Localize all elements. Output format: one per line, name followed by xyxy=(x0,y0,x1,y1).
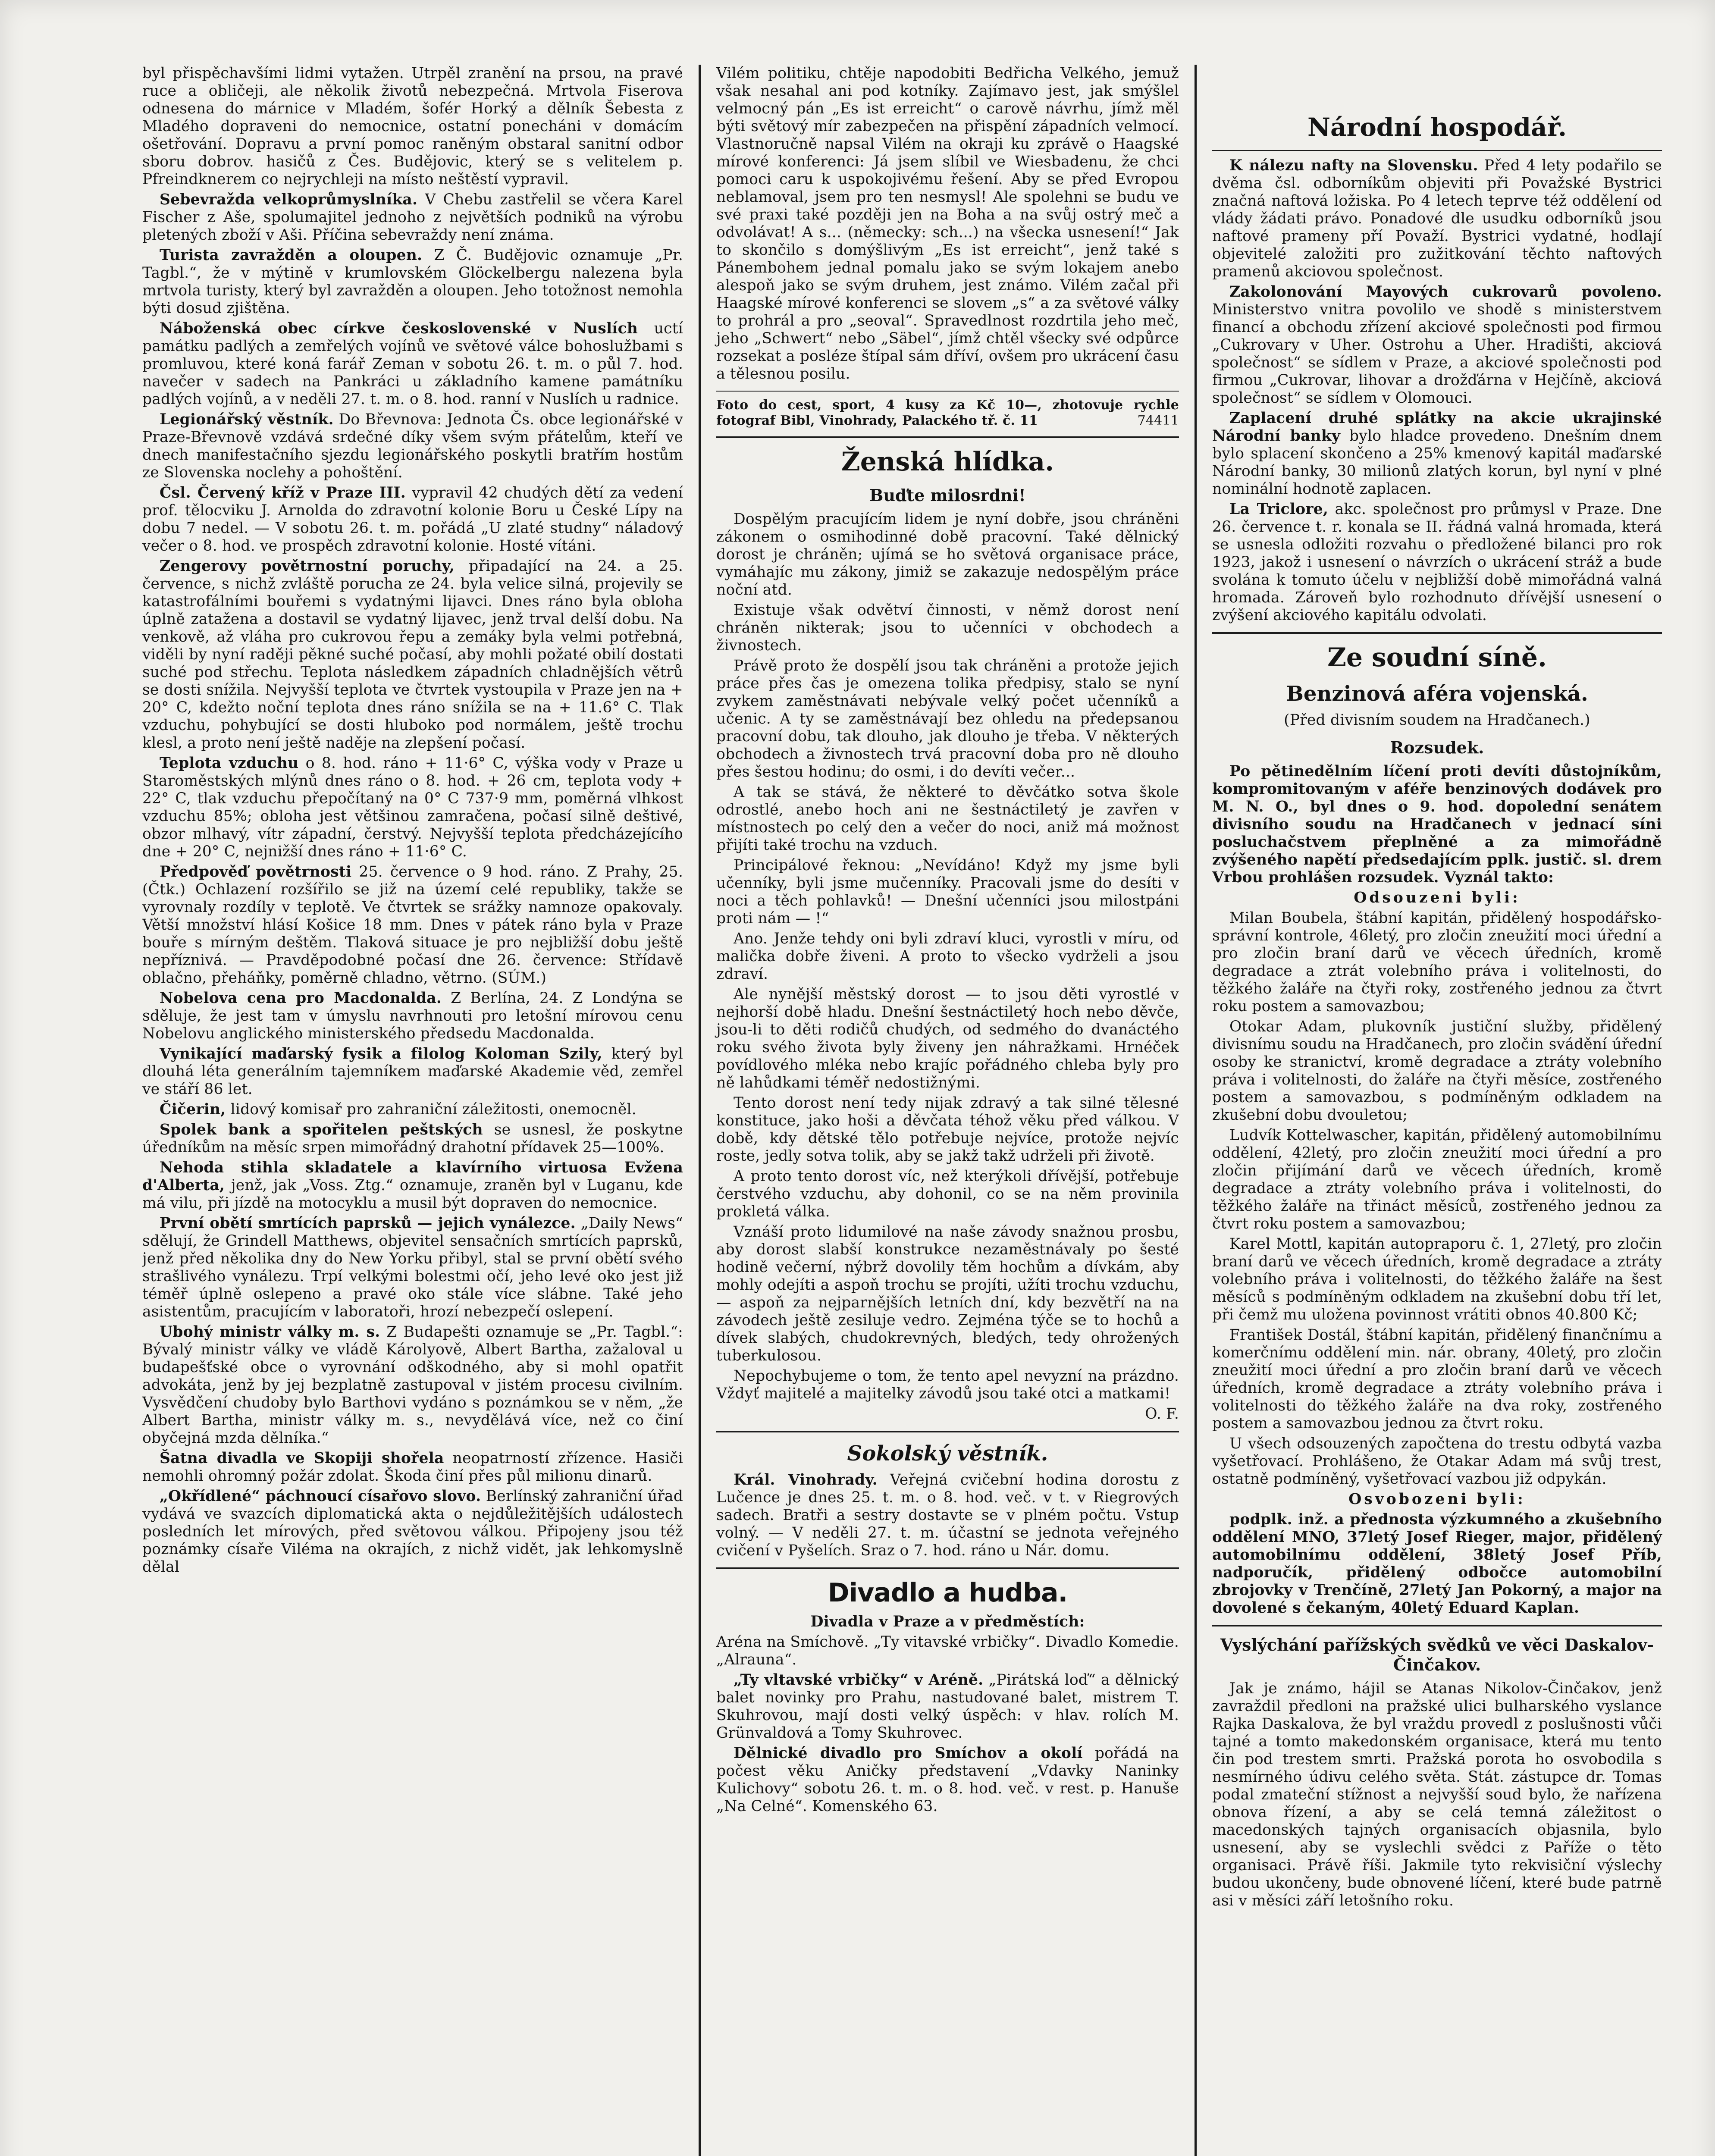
article-paragraph: Ale nynější městský dorost — to jsou děti vyrostlé v nejhorší době hladu. Dnešní šestnáctiletý hoch nebo děvče, jsou-li to děti rodičů chudých, od sedmého do dvanáctého roku svého života byly živeny jen náhražkami. Hrnéček povídlového mléka nebo krajíc pořádného chleba byly pro ně lahůdkami téměř nedostižnými. xyxy=(716,986,1179,1091)
divider xyxy=(1212,632,1662,634)
column-3 xyxy=(1195,65,1677,2156)
osvobozeni-body: podplk. inž. a přednosta výzkumného a zkušebního oddělení MNO, 37letý Josef Rieger, major, přidělený automobilnímu oddělení, 38letý Josef Příb, nadporučík, přidělený odbočce automobilní zbrojovky v Trenčíně, 27letý Jan Pokorný, a major na dovolené s čekaným, 40letý Eduard Kaplan. xyxy=(1212,1511,1662,1617)
section-title-sokol: Sokolský věstník. xyxy=(847,1442,1048,1466)
verdict-entry: Ludvík Kottelwascher, kapitán, přidělený automobilnímu oddělení, 42letý, pro zločin zneužití moci úřední a pro zločin přijímání darů ve věcech úředních, kromě degradace a ztráty volebního práva i volitelnosti, do těžkého žaláře na třináct měsíců, zostřeného jednou za čtvrt roku postem a samovazbou; xyxy=(1212,1127,1662,1232)
divadlo-item xyxy=(716,1745,1179,1815)
item-text: vypravil 42 chudých dětí za vedení prof. tělocviku J. Arnolda do zdravotní kolonie Boru u České Lípy na dobu 7 nedel. — V sobotu 26. t. m. pořádá „U zlaté studny“ náladový večer o 8. hod. ve prospěch zdravotní kolonie. Hosté vítáni. xyxy=(142,484,683,555)
news-item xyxy=(142,320,683,408)
item-lead: Předpověď povětrnosti xyxy=(160,863,352,881)
sokol-item xyxy=(716,1471,1179,1560)
verdict-entry: František Dostál, štábní kapitán, přidělený finančnímu a komerčnímu oddělení min. nár. obrany, 40letý, pro zločin zneužití moci úřední a pro zločin braní darů ve věcech úředních, kromě degradace a ztráty volebního práva i volitelnosti do těžkého žaláře na dva roky, zostřeného postem a samovazbou jednou za čtvrt roku. xyxy=(1212,1326,1662,1432)
item-lead: První obětí smrtících paprsků — jejich vynálezce. xyxy=(160,1215,576,1232)
item-text: byl přispěchavšími lidmi vytažen. Utrpěl zranění na prsou, na pravé ruce a obličeji, ale několik životů nebezpečná. Mrtvola Fiserova odnesena do márnice v Mladém, šofér Horký a dělník Šebesta z Mladého dopraveni do nemocnice, ostatní ponecháni v domácím ošetřování. Dopravu a první pomoc raněným obstaral sanitní odbor sboru dobrov. hasičů z Čes. Budějovic, který se s velitelem p. Pfreindknerem co nejrychleji na místo neštěstí vypravil. xyxy=(142,65,683,188)
section-title-zenska: Ženská hlídka. xyxy=(841,447,1054,477)
article-paragraph: Tento dorost není tedy nijak zdravý a tak silné tělesné konstituce, jako hoši a děvčata téhož věku před válkou. V době, kdy dětské tělo potřebuje nejvíce, protože nejvíc roste, jedly sotva tolik, aby se jakž takž udrželi při životě. xyxy=(716,1094,1179,1165)
article-paragraph: Principálové řeknou: „Nevídáno! Když my jsme byli učenníky, byli jsme mučenníky. Pracovali jsme do desíti v noci a těch pohlavků! — Dnešní učenníci jsou milostpáni proti nám — !“ xyxy=(716,857,1179,927)
item-text: akc. společnost pro průmysl v Praze. Dne 26. července t. r. konala se II. řádná valná hromada, která se usnesla odložiti rozvahu o předložené bilanci pro rok 1923, jakož i usnesení o návrzích o ukrácení stráž a bude svolána k tomuto účelu v nejbližší době mimořádná valná hromada. Zároveň bylo rozhodnuto dřívější usnesení o zvýšení akciového kapitálu odvolati. xyxy=(1212,501,1662,624)
article-continuation: Vilém politiku, chtěje napodobiti Bedřicha Velkého, jemuž však nesahal ani pod kotníky. Zajímavo jest, jak smýšlel velmocný pán „Es ist erreicht“ o carově návrhu, jímž měl býti světový mír zabezpečen na přispění západních velmocí. Vlastnoručně napsal Vilém na okraji ku zprávě o Haagské mírové konferenci: Já jsem slíbil ve Wiesbadenu, že chci pomoci caru k uspokojivému řešení. Aby se před Evropou neblamoval, jsem pro ten nesmysl! Ale spolehni se budu ve své praxi také později jen na Boha a na svůj ostrý meč a odvolávat! A s... (německy: sch...) na všecka usnesení!“ Jak to skončilo s domýšlivým „Es ist erreicht“, jenž také s Pánembohem jednal pomalu jako se svým lokajem anebo alespoň jako se svým druhem, jest známo. Vilém začal při Haagské mírové konferenci se slovem „s“ a za světové války to prohrál a pro „seoval“. Spravedlnost rozdrtila jeho meč, jeho „Schwert“ nebo „Säbel“, jímž chtěl všecky své odpůrce rozsekat a posléze štípal sám dříví, ovšem pro ukrácení času a tělesnou posilu. xyxy=(716,65,1179,382)
article-paragraph: A proto tento dorost víc, než kterýkoli dřívější, potřebuje čerstvého vzduchu, aby dohonil, co se na něm provinila prokletá válka. xyxy=(716,1168,1179,1220)
news-item xyxy=(142,1488,683,1576)
item-text: pořádá na počest věku Aničky představení „Vdavky Naninky Kulichovy“ sobotu 26. t. m. o 8. hod. več. v rest. p. Hanuše „Na Celné“. Komenského 63. xyxy=(716,1745,1179,1815)
item-text: lidový komisař pro zahraniční záležitosti, onemocněl. xyxy=(230,1101,636,1118)
verdict-entry: Karel Mottl, kapitán autopraporu č. 1, 27letý, pro zločin braní darů ve věcech úředních, kromě degradace a ztráty volebního práva i volitelnosti, do těžkého žaláře na šest měsíců s podmíněným odkladem na zkušební dobu tří let, při čemž mu uložena povinnost vrátiti obnos 40.800 Kč; xyxy=(1212,1235,1662,1323)
zenska-article xyxy=(716,511,1179,1403)
news-item xyxy=(142,1101,683,1119)
divider xyxy=(716,391,1179,392)
news-item xyxy=(142,990,683,1043)
news-item xyxy=(142,191,683,244)
verdict-entry: Otokar Adam, plukovník justiční služby, přidělený divisnímu soudu na Hradčanech, pro zločin svádění úřední osoby ke stranictví, kromě degradace a ztráty volebního práva i volitelnosti, do žaláře na čtyři měsíce, zostřeného postem a samovazbou, s podmíněným odkladem na zkušební dobu dvouletou; xyxy=(1212,1018,1662,1124)
section-title-divadlo: Divadlo a hudba. xyxy=(828,1578,1068,1608)
item-text: „Daily News“ sdělují, že Grindell Matthews, objevitel sensačních smrtících paprsků, jenž před několika dny do New Yorku přibyl, stal se první obětí svého strašlivého vynálezu. Trpí velkými bolestmi očí, jeho levé oko jest již téměř úplně oslepeno a pravé oko stále více slábne. Také jeho asistentům, pracujícím v laboratoři, hrozí nebezpečí oslepení. xyxy=(142,1215,683,1320)
section-title-narodni: Národní hospodář. xyxy=(1307,113,1567,142)
article-paragraph: Dospělým pracujícím lidem je nyní dobře, jsou chráněni zákonem o osmihodinné době pracovní. Také dělnický dorost je chráněn; ujímá se ho světová organisace práce, vymáhajíc mu zákony, jimiž se zakazuje nedospělým práce noční atd. xyxy=(716,511,1179,599)
item-lead: Vynikající maďarský fysik a filolog Koloman Szily, xyxy=(160,1045,602,1062)
news-item xyxy=(142,1159,683,1212)
item-text: Z Č. Budějovic oznamuje „Pr. Tagbl.“, že v mýtině v krumlovském Glöckelbergu nalezena byla mrtvola turisty, který byl zavražděn a oloupen. Jeho totožnost nemohla býti dosud zjištěna. xyxy=(142,247,683,317)
news-item xyxy=(1212,283,1662,407)
article-paragraph: Vznáší proto lidumilové na naše závody snažnou prosbu, aby dorost slabší konstrukce nezaměstnávaly po šesté hodině večerní, nýbrž dovolily těm hochům a dívkám, aby mohly odejíti a aspoň trochu se projíti, užíti trochu vzduchu, — aspoň za nejparnějších letních dní, kdy bezvětří na na závodech ještě zesiluje vedro. Zejména týče se to hochů a dívek slabých, chudokrevných, bledých, tedy ohrožených tuberkulosou. xyxy=(716,1223,1179,1364)
news-item xyxy=(142,1045,683,1098)
intro-text: Po pětinedělním líčení proti devíti důstojníkům, kompromitovaným v aféře benzinových dodávek pro M. N. O., byl dnes o 9. hod. dopolední senátem divisního soudu na Hradčanech v jednací síni posluchačstvem přeplněné a za mimořádně zvýšeného napětí předsedajícím pplk. justič. sl. drem Vrbou prohlášen rozsudek. Vyznál takto: xyxy=(1212,763,1662,886)
item-text: který byl dlouhá léta generálním tajemníkem maďarské Akademie věd, zemřel ve stáří 86 let. xyxy=(142,1045,683,1098)
item-text: uctí památku padlých a zemřelých vojínů ve světové válce bohoslužbami s promluvou, které koná farář Zeman v sobotu 26. t. m. o půl 7. hod. navečer v sadech na Pankráci u základního kamene památníku padlých vojínů, a v neděli 27. t. m. o 8. hod. ranní v Nuslích u radnice. xyxy=(142,320,683,408)
item-lead: Náboženská obec církve československé v Nuslích xyxy=(160,320,638,337)
vyslych-head: Vyslýchání pařížských svědků ve věci Daskalov-Činčakov. xyxy=(1220,1635,1654,1674)
item-text: neopatrností zřízence. Hasiči nemohli ohromný požár zdolat. Škoda činí přes půl milionu dinarů. xyxy=(142,1450,683,1485)
item-lead: Nobelova cena pro Macdonalda. xyxy=(160,990,442,1007)
item-text: 25. července o 9 hod. ráno. Z Prahy, 25. (Čtk.) Ochlazení rozšířilo se již na území celé republiky, takže se vyrovnaly rozdíly v teplotě. Ve čtvrtek se srážky namnoze opakovaly. Větší množství hlásí Košice 18 mm. Dnes v pátek ráno byla v Praze bouře s mírným deštěm. Tlaková situace je pro nejbližší dobu ještě nepříznivá. — Pravděpodobné počasí dne 26. července: Střídavě oblačno, přeháňky, poměrně chladno, větrno. (SÚM.) xyxy=(142,863,683,987)
news-item xyxy=(142,1121,683,1156)
odsouzeni-head: Odsouzeni byli: xyxy=(1354,889,1521,906)
item-lead: La Triclore, xyxy=(1229,501,1329,518)
item-text: se usnesl, že poskytne úředníkům na měsíc srpen mimořádný drahotní přídavek 25—100%. xyxy=(142,1121,683,1156)
verdict-entry: Milan Boubela, štábní kapitán, přidělený hospodářsko-správní kontrole, 46letý, pro zločin zneužití moci úřední a pro zločin braní darů ve věcech úředních, kromě degradace a ztrát volebního práva i volitelnosti, do těžkého žaláře na čtyři roky, zostřeného jednou za čtvrt roku postem a samovazbou; xyxy=(1212,909,1662,1015)
item-text: Z Budapešti oznamuje se „Pr. Tagbl.“: Bývalý ministr války ve vládě Károlyově, Albert Bartha, zažaloval u budapešťské obce o vyrovnání odškodného, aby si mohl opatřit advokáta, jenž by jej bezplatně zastupoval v jistém procesu civilním. Vysvědčení chudoby bylo Barthovi vydáno s poznámkou se v něm, „že Albert Bartha, ministr války m. s., nevydělává více, než co činí obyčejná mzda dělníka.“ xyxy=(142,1323,683,1447)
item-lead: Divadla v Praze a v předměstích: xyxy=(810,1613,1085,1630)
osvobozeni-text xyxy=(1212,1511,1662,1617)
news-item xyxy=(142,65,683,188)
article-paragraph: Ano. Jenže tehdy oni byli zdraví kluci, vyrostli v míru, od malička dobře živeni. A proto to všecko vydrželi a jsou zdraví. xyxy=(716,930,1179,983)
divadlo-subhead xyxy=(716,1613,1179,1631)
item-text: Veřejná cvičební hodina dorostu z Lučence je dnes 25. t. m. o 8. hod. več. v t. v Riegrových sadech. Bratři a sestry dostavte se v plném počtu. Vstup volný. — V neděli 27. t. m. účastní se jednota veřejného cvičení v Pyšelích. Sraz o 7. hod. ráno u Nár. domu. xyxy=(716,1471,1179,1559)
article-paragraph: A tak se stává, že některé to děvčátko sotva škole odrostlé, anebo hoch ani ne šestnáctiletý je zavřen v místnostech po celý den a večer do noci, aniž má možnost přijíti také trochu na vzduch. xyxy=(716,783,1179,854)
item-lead: Sebevražda velkoprůmyslníka. xyxy=(160,191,418,208)
item-lead: Král. Vinohrady. xyxy=(734,1471,878,1489)
item-text: Do Břevnova: Jednota Čs. obce legionářské v Praze-Břevnově vzdává srdečné díky všem svým přátelům, kteří ve dnech manifestačního sjezdu legionářského poskytli bratřím hostům ze Slovenska noclehy a pohoštění. xyxy=(142,411,683,481)
item-lead: Legionářský věstník. xyxy=(160,411,334,428)
news-item xyxy=(142,1323,683,1447)
vyslych-text: Jak je známo, hájil se Atanas Nikolov-Činčakov, jenž zavraždil předloni na pražské ulici bulharského vyslance Rajka Daskalova, že byl vraždu provedl z poslušnosti vůči tajné a tomto makedonském organisace, která mu tento čin pod trestem smrti. Pražská porota ho osvobodila s nesmírného údivu celého světa. Stát. zástupce dr. Tomas podal zmateční stížnost a nejvyšší soud bylo, že nařízena obnova řízení, a aby se celá temná záležitost o macedonských tajných organisacích objasnila, bylo usnesení, aby se vyslechli svědci z Paříže o těto organisaci. Právě říši. Jakmile tyto rekvisiční výslechy budou ukončeny, bude obnovené líčení, které bude patrně asi v měsíci září letošního roku. xyxy=(1212,1680,1662,1909)
divadlo-listing: Aréna na Smíchově. „Ty vitavské vrbičky“. Divadlo Komedie. „Alrauna“. xyxy=(716,1633,1179,1668)
news-item xyxy=(1212,157,1662,281)
news-item xyxy=(142,863,683,987)
news-item xyxy=(142,1450,683,1485)
ad-code: 74411 xyxy=(1137,413,1179,428)
article-signature: O. F. xyxy=(1145,1405,1179,1423)
item-lead: Šatna divadla ve Skopiji shořela xyxy=(160,1450,444,1467)
divider xyxy=(716,1567,1179,1569)
ad-text: Foto do cest, sport, 4 kusy za Kč 10—, zhotovuje rychle fotograf Bibl, Vinohrady, Palackého tř. č. 11 xyxy=(716,398,1179,428)
item-lead: Turista zavražděn a oloupen. xyxy=(160,247,423,264)
news-item xyxy=(142,484,683,555)
item-lead: „Ty vltavské vrbičky“ v Aréně. xyxy=(734,1671,984,1689)
news-item xyxy=(142,558,683,752)
news-item xyxy=(142,411,683,482)
column-1 xyxy=(142,65,699,2156)
item-lead: K nálezu nafty na Slovensku. xyxy=(1229,157,1478,174)
item-lead: Zaplacení druhé splátky na akcie ukrajinské Národní banky xyxy=(1212,410,1662,445)
advertisement xyxy=(716,398,1179,429)
item-text: jenž, jak „Voss. Ztg.“ oznamuje, zraněn byl v Luganu, kde má vilu, při jízdě na motocyklu a musil být dopraven do nemocnice. xyxy=(142,1177,683,1212)
item-lead: Spolek bank a spořitelen peštských xyxy=(160,1121,483,1138)
item-lead: „Okřídlené“ páchnoucí císařovo slovo. xyxy=(160,1488,481,1505)
section-title-soud: Ze soudní síně. xyxy=(1327,642,1547,673)
item-lead: Zakolonování Mayových cukrovarů povoleno. xyxy=(1229,283,1662,301)
divider xyxy=(1212,150,1662,151)
soud-intro xyxy=(1212,763,1662,887)
section-subtitle-soud: Benzinová aféra vojenská. xyxy=(1286,682,1588,706)
column-2 xyxy=(699,65,1195,2156)
section-subtitle-zenska: Buďte milosrdni! xyxy=(869,486,1026,505)
item-text: Z Berlína, 24. Z Londýna se sděluje, že jest tam v úmyslu navrhnouti pro letošní mírovou cenu Nobelovu anglického ministerského předsedu Macdonalda. xyxy=(142,990,683,1042)
news-item xyxy=(142,247,683,317)
item-text: Berlínský zahraniční úřad vydává ve svazcích diplomatická akta o nejdůležitějších událostech posledních let mírových, před světovou válkou. Připojeny jsou též poznámky císaře Viléma na okrajích, z nichž vidět, jak lehkomyslně dělal xyxy=(142,1488,683,1576)
item-lead: Čsl. Červený kříž v Praze III. xyxy=(160,484,406,501)
item-lead: Nehoda stihla skladatele a klavírního virtuosa Evžena d'Alberta, xyxy=(142,1159,683,1194)
item-text: bylo hladce provedeno. Dnešním dnem bylo splacení skončeno a 25% kmenový kapitál maďarské Národní banky, 30 milionů zlatých korun, byl nyní v plné nominální hodnotě zaplacen. xyxy=(1212,427,1662,498)
article-paragraph: Nepochybujeme o tom, že tento apel nevyzní na prázdno. Vždyť majitelé a majitelky závodů jsou také otci a matkami! xyxy=(716,1367,1179,1402)
odsouzeni-list xyxy=(1212,909,1662,1432)
soud-note: (Před divisním soudem na Hradčanech.) xyxy=(1284,711,1590,729)
item-text: V Chebu zastřelil se včera Karel Fischer z Aše, spolumajitel jednoho z největších podniků na výrobu pletených zboží v Aši. Příčina sebevraždy není známa. xyxy=(142,191,683,244)
osvobozeni-head: Osvobozeni byli: xyxy=(1348,1491,1526,1508)
news-item xyxy=(142,1215,683,1321)
newspaper-page xyxy=(142,65,1677,2156)
article-paragraph: Právě proto že dospělí jsou tak chráněni a protože jejich práce přes čas je omezena tolika předpisy, stalo se nyní zvykem zaměstnávati nebývale velký počet učenníků a učenic. A ty se zaměstnávají bez ohledu na předepsanou pracovní dobu, tak dlouho, jak dlouho je třeba. V některých obchodech a živnostech trvá pracovní doba pro ně dlouho přes šestou hodinu; do osmi, i do devíti večer... xyxy=(716,657,1179,780)
item-lead: Zengerovy povětrnostní poruchy, xyxy=(160,558,455,575)
item-text: připadající na 24. a 25. července, s nichž zvláště porucha ze 24. byla velice silná, projevily se katastrofálními bouřemi s vydatnými lijavci. Dnes ráno byla obloha úplně zatažena a dostavil se vydatný lijavec, jenž trval delší dobu. Na venkově, až vláha pro cukrovou řepu a zemáky byla velmi potřebná, viděli by nyní raději pěkné suché počasí, aby mohli požaté obilí dostati suché pod střechu. Teplota následkem západních chladnějších větrů se dosti snížila. Nejvyšší teplota ve čtvrtek vystoupila v Praze jen na + 20° C, kdežto noční teplota dnes ráno snížila se na + 11.6° C. Tlak vzduchu, pohybující se dosti hluboko pod normálem, ještě trochu klesl, a proto není ještě naděje na zlepšení počasí. xyxy=(142,558,683,752)
divadlo-item xyxy=(716,1671,1179,1742)
vazba-text: U všech odsouzených započtena do trestu odbytá vazba vyšetřovací. Prohlášeno, že Otakar Adam má svůj trest, ostatně podmíněný, vyšetřovací vazbou již odpykán. xyxy=(1212,1435,1662,1488)
item-lead: Ubohý ministr války m. s. xyxy=(160,1323,380,1341)
divider xyxy=(716,436,1179,438)
item-text: o 8. hod. ráno + 11·6° C, výška vody v Praze u Staroměstských mlýnů dnes ráno o 8. hod. + 26 cm, teplota vody + 22° C, tlak vzduchu přepočítaný na 0° C 737·9 mm, poměrná vlhkost vzduchu 85%; obloha jest většinou zamračena, počasí silně deštivé, obzor mlhavý, vítr západní, čerstvý. Nejvyšší teplota předcházejícího dne + 20° C, nejnižší dnes ráno + 11·6° C. xyxy=(142,755,683,860)
news-item xyxy=(1212,501,1662,624)
article-paragraph: Existuje však odvětví činnosti, v němž dorost není chráněn nikterak; jsou to učenníci v obchodech a živnostech. xyxy=(716,602,1179,654)
item-text: Ministerstvo vnitra povolilo ve shodě s ministerstvem financí a obchodu zřízení akciové společnosti pod firmou „Cukrovary v Uher. Ostrohu a Uher. Hradišti, akciová společnost“ se sídlem v Praze, a akciové společnosti pod firmou „Cukrovar, lihovar a drožďárna v Hejčíně, akciová společnost“ se sídlem v Olomouci. xyxy=(1212,301,1662,407)
item-lead: Čičerin, xyxy=(160,1101,226,1118)
item-lead: Teplota vzduchu xyxy=(160,755,299,772)
divider xyxy=(1212,1625,1662,1626)
news-item xyxy=(142,755,683,861)
item-lead: Dělnické divadlo pro Smíchov a okolí xyxy=(734,1745,1083,1762)
narodni-items xyxy=(1212,157,1662,624)
divider xyxy=(716,1431,1179,1432)
news-item xyxy=(1212,410,1662,498)
item-text: „Pirátská loď“ a dělnický balet novinky pro Prahu, nastudované balet, mistrem T. Skuhrovou, mají dosti velký úspěch: v hlav. rolích M. Grünvaldová a Tomy Skuhrovec. xyxy=(716,1671,1179,1742)
rozsudek-head: Rozsudek. xyxy=(1390,738,1484,757)
item-text: Před 4 lety podařilo se dvěma čsl. odborníkům objeviti při Považské Bystrici značná naftová ložiska. Po 4 letech teprve též oddělení od vlády žádati právo. Ponadové dle usudku odborníků jsou naftové prameny pří Považí. Bystrici vydatné, hodlají objevitelé založiti pro zužitkování těchto naftových pramenů akciovou společnost. xyxy=(1212,157,1662,280)
